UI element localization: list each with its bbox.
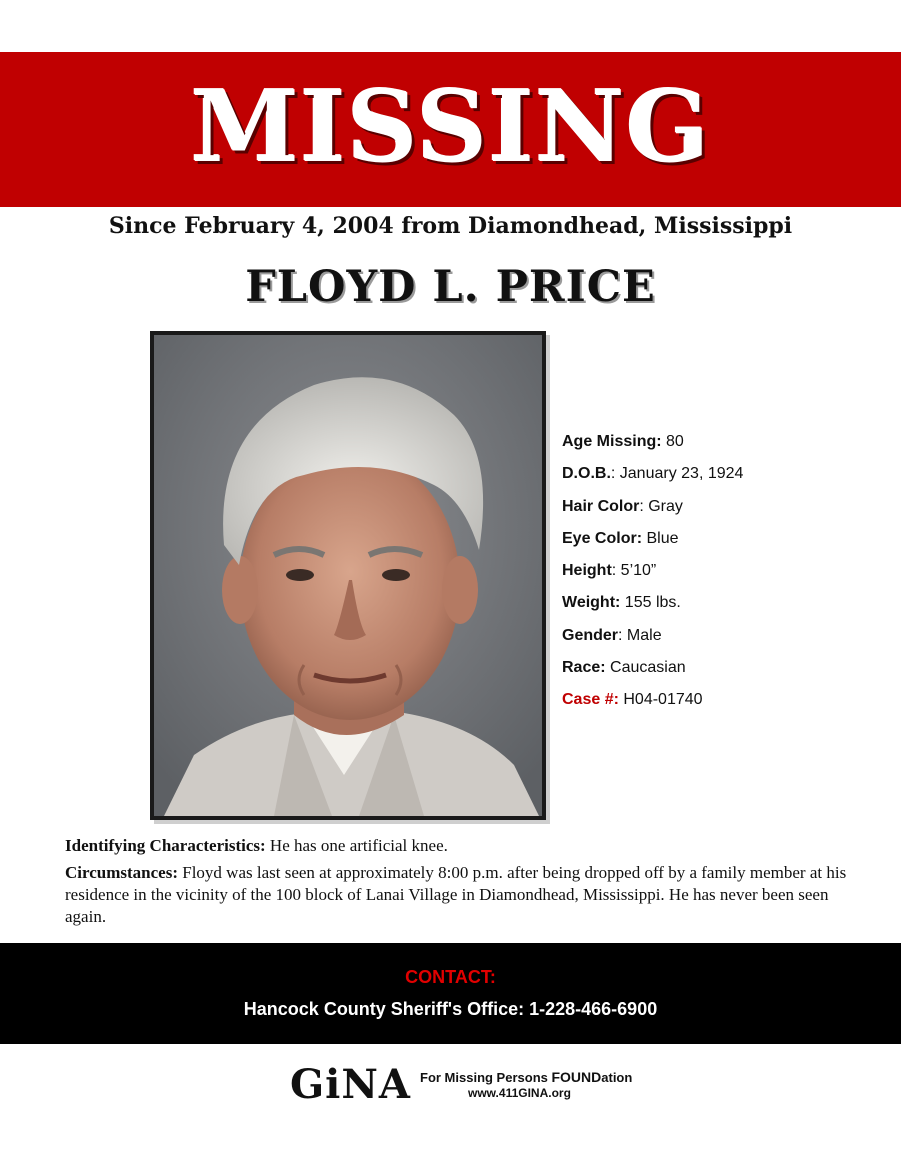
- circumstances-text: Floyd was last seen at approximately 8:00 p.m. after being dropped off by a family member at his residence in the vicinity of the 100 block of Lanai Village in Diamondhead, Mississippi. He has never been seen again.: [65, 863, 847, 926]
- detail-label: Height: [562, 562, 612, 580]
- detail-value: : January 23, 1924: [610, 465, 744, 483]
- detail-value: 80: [661, 433, 684, 450]
- gina-url[interactable]: www.411GINA.org: [468, 1086, 571, 1100]
- detail-label: Hair Color: [562, 497, 640, 515]
- gina-tagline: [420, 1069, 632, 1085]
- detail-case-number: [562, 688, 892, 720]
- detail-value: 155 lbs.: [620, 594, 681, 612]
- detail-eye-color: [562, 527, 892, 559]
- detail-race: [562, 656, 892, 688]
- gina-tagline-suffix: ation: [601, 1070, 633, 1085]
- identifying-label: Identifying Characteristics:: [65, 836, 266, 855]
- detail-value: Blue: [642, 529, 679, 547]
- gina-tagline-found: FOUND: [551, 1069, 602, 1085]
- detail-value: Caucasian: [605, 659, 686, 677]
- detail-value: : Gray: [639, 497, 683, 515]
- missing-title: MISSING: [190, 70, 711, 185]
- identifying-characteristics: [65, 835, 865, 857]
- circumstances: [65, 862, 855, 928]
- detail-weight: [562, 591, 892, 623]
- detail-value: H04-01740: [618, 691, 703, 709]
- detail-label: Eye Color:: [562, 529, 643, 547]
- contact-bar: [0, 943, 901, 1044]
- contact-title: CONTACT:: [405, 967, 496, 987]
- detail-label: D.O.B.: [562, 465, 611, 483]
- gina-footer: [290, 1063, 650, 1107]
- detail-label: Gender: [562, 626, 619, 644]
- detail-height: [562, 559, 892, 591]
- detail-label: Race:: [562, 659, 606, 677]
- identifying-text: He has one artificial knee.: [265, 836, 448, 855]
- missing-person-name: FLOYD L. PRICE: [245, 262, 656, 312]
- missing-person-photo: [150, 331, 546, 820]
- contact-info: Hancock County Sheriff's Office: 1-228-466-6900: [243, 999, 658, 1019]
- detail-hair-color: [562, 495, 892, 527]
- detail-age: [562, 430, 892, 462]
- gina-tagline-prefix: For Missing Persons: [420, 1070, 552, 1085]
- missing-since-line: Since February 4, 2004 from Diamondhead, Mississippi: [108, 213, 793, 239]
- detail-label: Weight:: [562, 594, 621, 612]
- detail-value: : 5’10”: [611, 562, 657, 580]
- missing-banner: [0, 52, 901, 207]
- details-list: [562, 430, 892, 721]
- detail-dob: [562, 462, 892, 494]
- detail-label: Case #:: [562, 691, 619, 709]
- circumstances-label: Circumstances:: [65, 863, 178, 882]
- detail-value: : Male: [618, 626, 662, 644]
- detail-label: Age Missing:: [562, 433, 662, 450]
- gina-logo: GiNA: [290, 1061, 411, 1108]
- detail-gender: [562, 624, 892, 656]
